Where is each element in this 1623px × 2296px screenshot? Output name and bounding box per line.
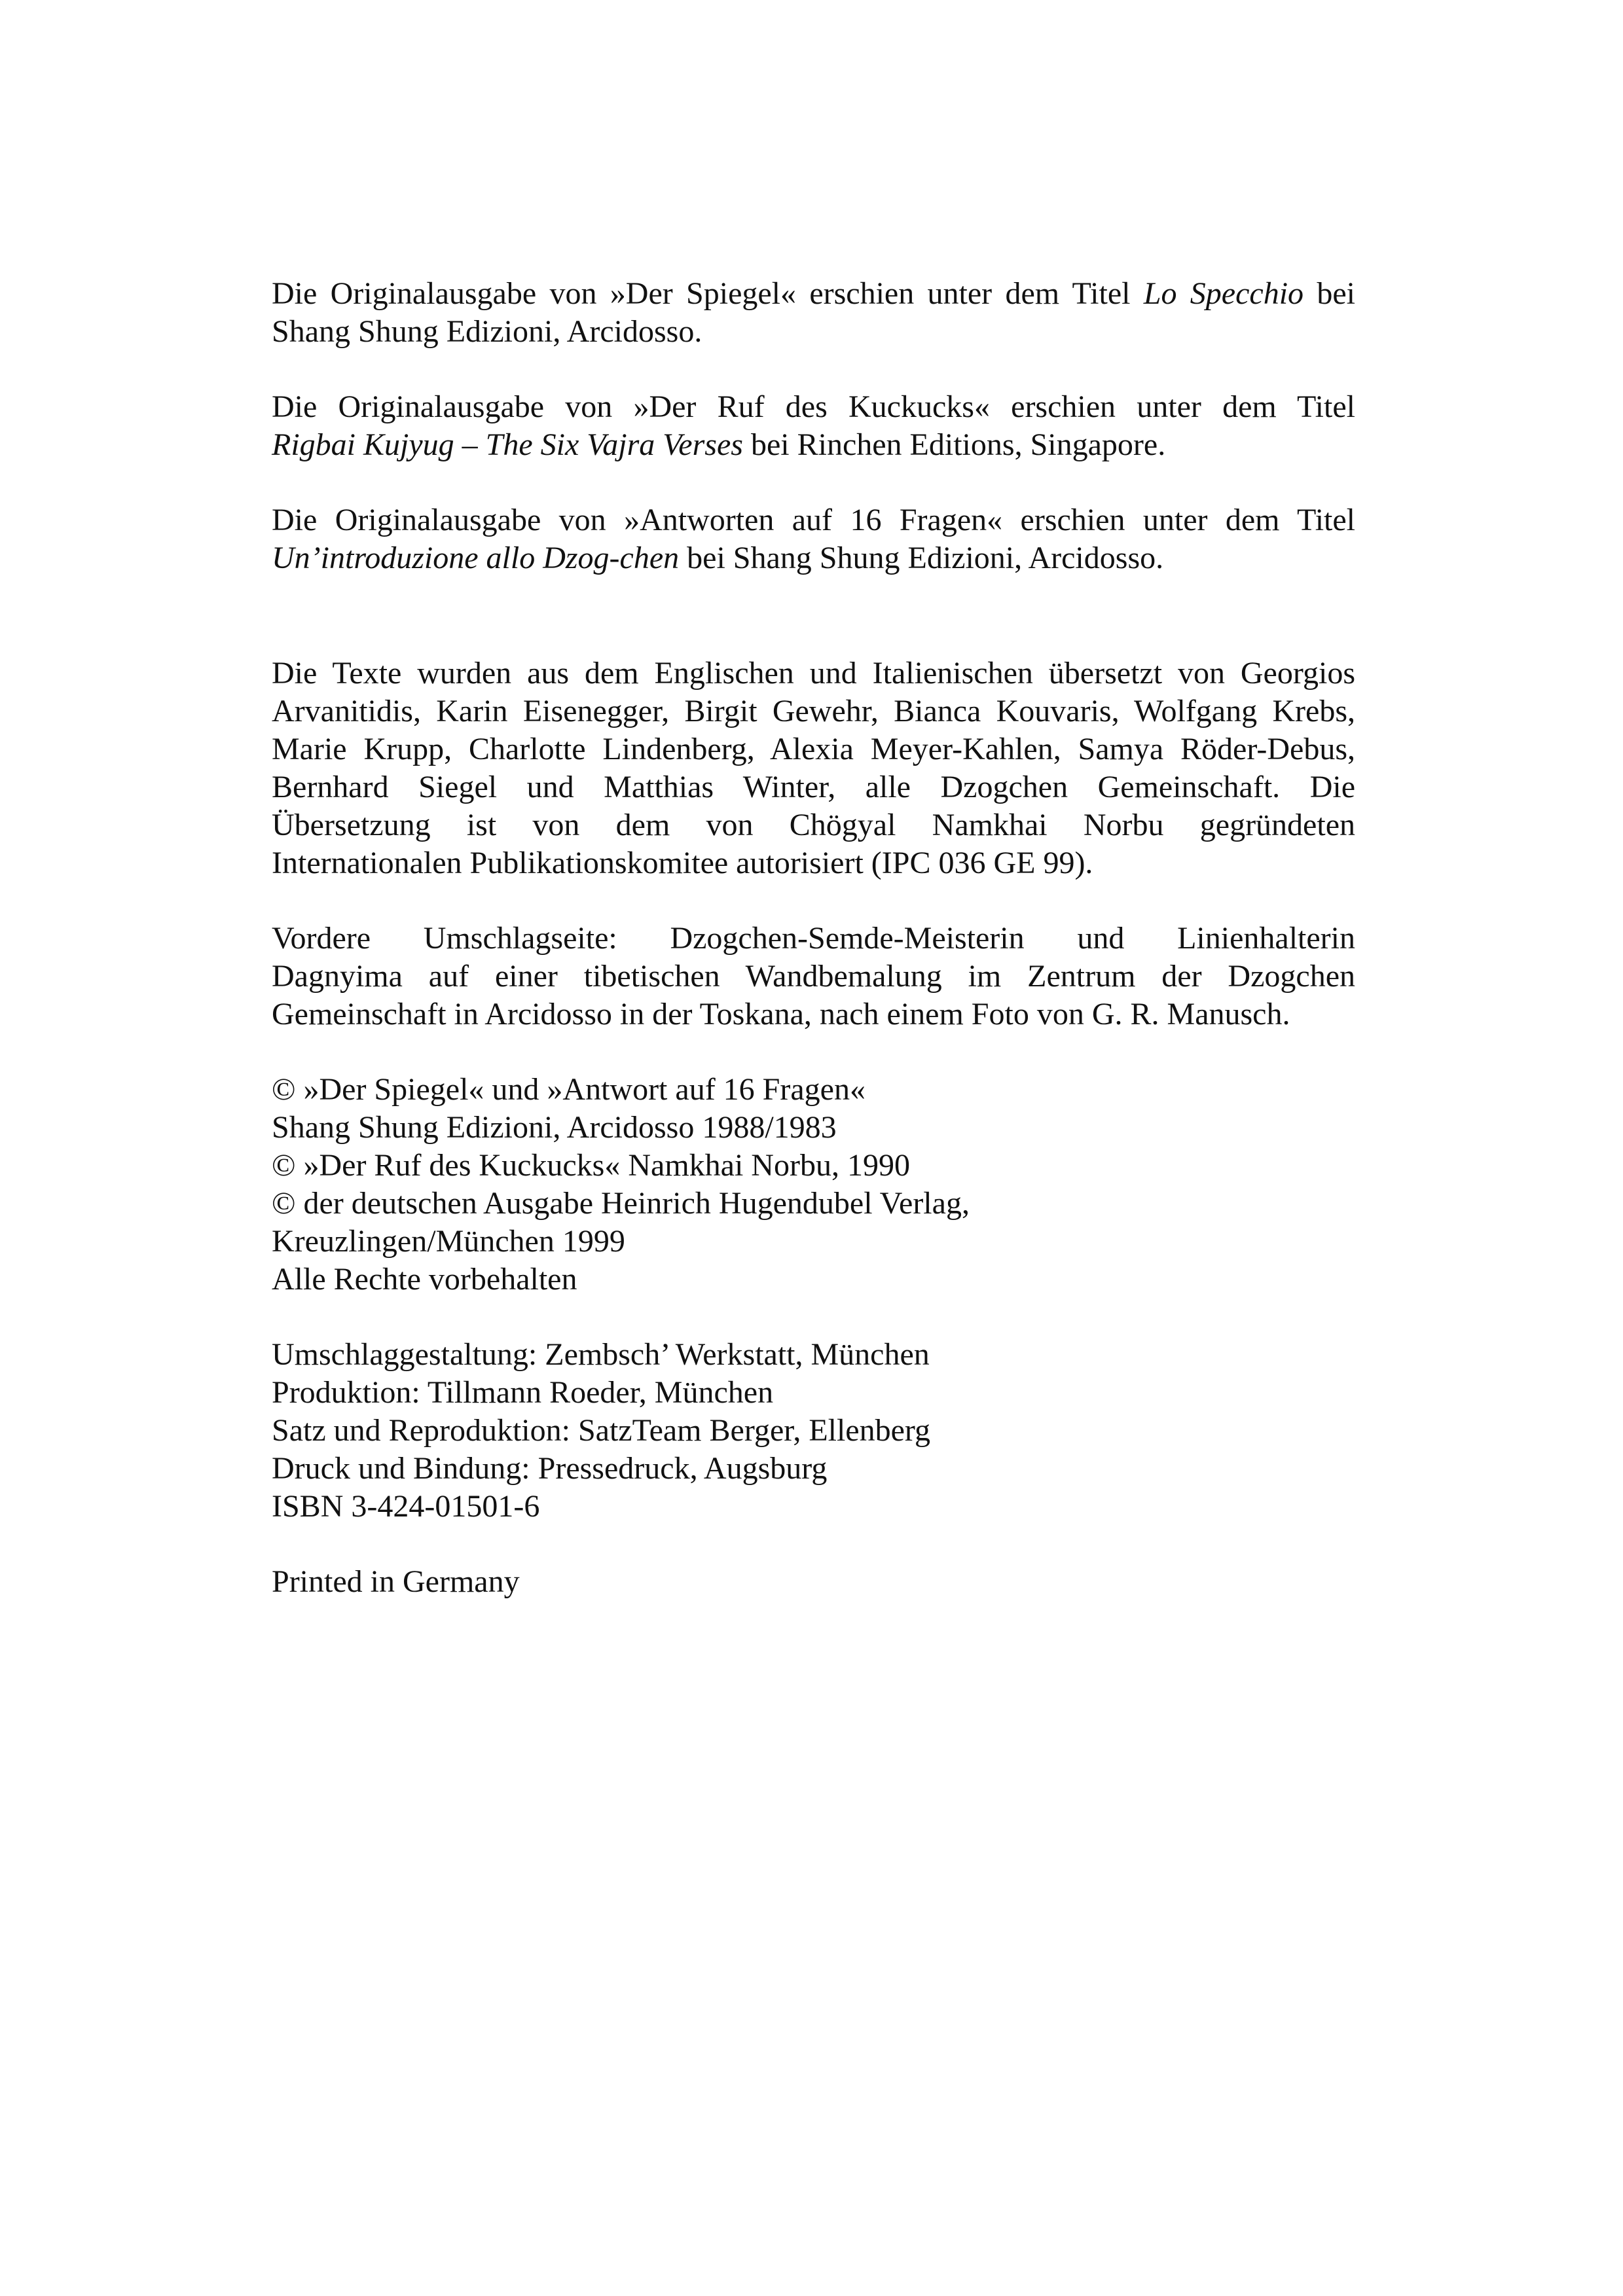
text-line: Marie Krupp, Charlotte Lindenberg, Alexia Meyer-Kahlen, Samya Röder-Debus, <box>272 732 1355 766</box>
original-edition-kuckuck <box>272 388 1355 464</box>
original-edition-spiegel <box>272 275 1355 351</box>
copyright-block <box>272 1071 1355 1299</box>
cover-credit <box>272 920 1355 1033</box>
text-line: Dagnyima auf einer tibetischen Wandbemalung im Zentrum der Dzogchen <box>272 959 1355 994</box>
text-line: Internationalen Publikationskomitee autorisiert (IPC 036 GE 99). <box>272 846 1093 880</box>
printed-in <box>272 1563 1355 1601</box>
text-line: Umschlaggestaltung: Zembsch’ Werkstatt, München <box>272 1337 930 1372</box>
translation-credits <box>272 655 1355 882</box>
text-line: Produktion: Tillmann Roeder, München <box>272 1375 774 1410</box>
text-line: Druck und Bindung: Pressedruck, Augsburg <box>272 1451 828 1486</box>
text-line: Die Originalausgabe von »Antworten auf 16 Fragen« erschien unter dem Titel <box>272 503 1355 537</box>
text-line: Bernhard Siegel und Matthias Winter, alle Dzogchen Gemeinschaft. Die <box>272 770 1355 804</box>
text-line: Arvanitidis, Karin Eisenegger, Birgit Gewehr, Bianca Kouvaris, Wolfgang Krebs, <box>272 694 1355 728</box>
text-line: © »Der Spiegel« und »Antwort auf 16 Fragen« <box>272 1072 866 1107</box>
imprint-content <box>272 275 1355 1601</box>
text-line: Alle Rechte vorbehalten <box>272 1262 577 1297</box>
text-line: Rigbai Kujyug – The Six Vajra Verses bei Rinchen Editions, Singapore. <box>272 427 1166 462</box>
text-line: Übersetzung ist von dem von Chögyal Namkhai Norbu gegründeten <box>272 808 1355 842</box>
italic-title: Lo Specchio <box>1143 276 1304 311</box>
text-line: Gemeinschaft in Arcidosso in der Toskana, nach einem Foto von G. R. Manusch. <box>272 997 1290 1031</box>
text-line: Die Originalausgabe von »Der Spiegel« erschien unter dem Titel Lo Specchio bei <box>272 276 1356 311</box>
text-line: Vordere Umschlagseite: Dzogchen-Semde-Meisterin und Linienhalterin <box>272 921 1355 956</box>
text-line: © »Der Ruf des Kuckucks« Namkhai Norbu, 1990 <box>272 1148 910 1183</box>
isbn: ISBN 3-424-01501-6 <box>272 1489 540 1524</box>
original-edition-antworten <box>272 501 1355 577</box>
italic-title: Rigbai Kujyug – The Six Vajra Verses <box>272 427 743 462</box>
text-line: © der deutschen Ausgabe Heinrich Hugendubel Verlag, <box>272 1186 970 1221</box>
text-line: Die Originalausgabe von »Der Ruf des Kuckucks« erschien unter dem Titel <box>272 389 1355 424</box>
text-line: Satz und Reproduktion: SatzTeam Berger, Ellenberg <box>272 1413 931 1448</box>
text-line: Un’introduzione allo Dzog-chen bei Shang Shung Edizioni, Arcidosso. <box>272 541 1164 575</box>
text-line: Shang Shung Edizioni, Arcidosso 1988/1983 <box>272 1110 837 1145</box>
production-credits <box>272 1336 1355 1526</box>
text-line: Die Texte wurden aus dem Englischen und Italienischen übersetzt von Georgios <box>272 656 1355 691</box>
text-line: Printed in Germany <box>272 1564 520 1599</box>
italic-title: Un’introduzione allo Dzog-chen <box>272 541 680 575</box>
text-line: Shang Shung Edizioni, Arcidosso. <box>272 314 702 349</box>
text-line: Kreuzlingen/München 1999 <box>272 1224 625 1259</box>
